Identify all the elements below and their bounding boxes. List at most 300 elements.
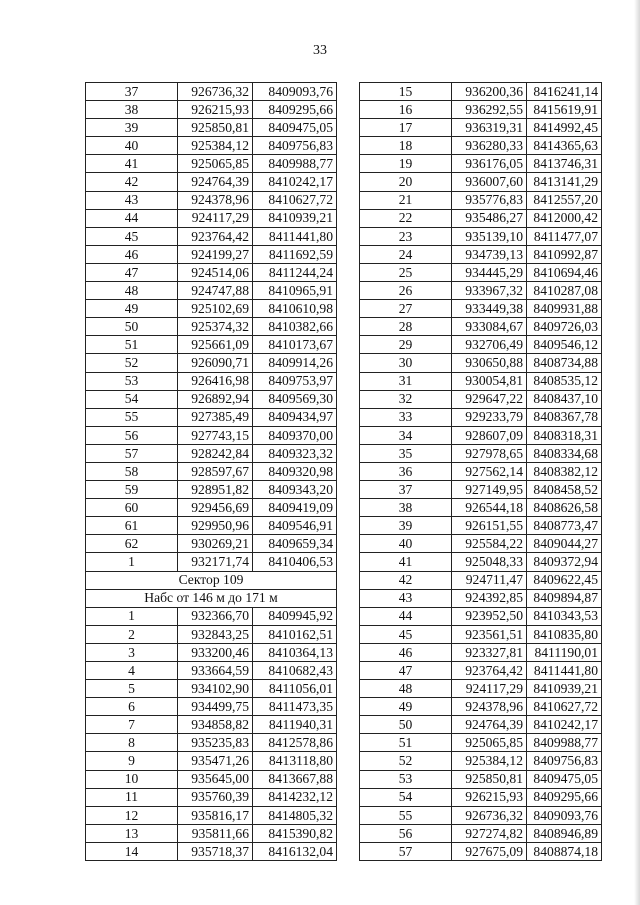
coordinate-x: 935235,83 (178, 734, 253, 752)
coordinate-y: 8410835,80 (527, 625, 602, 643)
point-number: 24 (360, 245, 452, 263)
point-number: 42 (360, 571, 452, 589)
point-number: 46 (360, 643, 452, 661)
coordinate-y: 8410364,13 (253, 643, 337, 661)
coordinate-x: 934445,29 (452, 263, 527, 281)
point-number: 52 (86, 354, 178, 372)
table-row (360, 662, 602, 680)
table-row (86, 462, 337, 480)
table-row (86, 481, 337, 499)
table-row (360, 263, 602, 281)
coordinate-y: 8409945,92 (253, 607, 337, 625)
coordinate-y: 8410287,08 (527, 282, 602, 300)
coordinate-x: 926215,93 (452, 788, 527, 806)
table-row (360, 209, 602, 227)
table-row (360, 444, 602, 462)
point-number: 1 (86, 553, 178, 571)
coordinate-y: 8409320,98 (253, 462, 337, 480)
table-row (360, 607, 602, 625)
coordinate-x: 926215,93 (178, 101, 253, 119)
table-row (360, 571, 602, 589)
coordinate-x: 933084,67 (452, 318, 527, 336)
point-number: 41 (360, 553, 452, 571)
coordinate-x: 934499,75 (178, 698, 253, 716)
coordinate-y: 8410382,66 (253, 318, 337, 336)
coordinate-x: 926736,32 (178, 83, 253, 101)
table-row (86, 734, 337, 752)
coordinate-x: 927978,65 (452, 444, 527, 462)
coordinate-y: 8408626,58 (527, 499, 602, 517)
coordinate-x: 923952,50 (452, 607, 527, 625)
table-row (360, 101, 602, 119)
coordinate-x: 936007,60 (452, 173, 527, 191)
point-number: 31 (360, 372, 452, 390)
coordinate-y: 8413746,31 (527, 155, 602, 173)
coordinate-x: 925584,22 (452, 535, 527, 553)
table-row (360, 752, 602, 770)
coordinates-table-right (359, 82, 602, 861)
point-number: 25 (360, 263, 452, 281)
point-number: 43 (360, 589, 452, 607)
point-number: 11 (86, 788, 178, 806)
coordinate-y: 8414992,45 (527, 119, 602, 137)
table-row (86, 842, 337, 860)
table-row (360, 408, 602, 426)
coordinate-y: 8408382,12 (527, 462, 602, 480)
coordinate-x: 935645,00 (178, 770, 253, 788)
coordinate-x: 933449,38 (452, 300, 527, 318)
coordinate-y: 8413667,88 (253, 770, 337, 788)
coordinate-x: 924199,27 (178, 245, 253, 263)
coordinate-y: 8409370,00 (253, 426, 337, 444)
coordinate-x: 934858,82 (178, 716, 253, 734)
coordinate-x: 930269,21 (178, 535, 253, 553)
point-number: 60 (86, 499, 178, 517)
coordinate-y: 8410173,67 (253, 336, 337, 354)
point-number: 53 (86, 372, 178, 390)
table-row (360, 481, 602, 499)
coordinate-x: 923764,42 (452, 662, 527, 680)
point-number: 58 (86, 462, 178, 480)
table-row (360, 300, 602, 318)
coordinate-x: 933967,32 (452, 282, 527, 300)
coordinate-y: 8411441,80 (253, 227, 337, 245)
coordinate-y: 8409419,09 (253, 499, 337, 517)
table-row (360, 191, 602, 209)
coordinate-y: 8410992,87 (527, 245, 602, 263)
coordinate-x: 925374,32 (178, 318, 253, 336)
point-number: 36 (360, 462, 452, 480)
point-number: 52 (360, 752, 452, 770)
table-row (86, 517, 337, 535)
coordinate-y: 8408946,89 (527, 824, 602, 842)
coordinate-y: 8408874,18 (527, 842, 602, 860)
point-number: 61 (86, 517, 178, 535)
point-number: 3 (86, 643, 178, 661)
coordinate-y: 8410343,53 (527, 607, 602, 625)
coordinate-x: 925065,85 (178, 155, 253, 173)
point-number: 53 (360, 770, 452, 788)
point-number: 35 (360, 444, 452, 462)
point-number: 56 (360, 824, 452, 842)
table-row (86, 300, 337, 318)
table-row (360, 734, 602, 752)
coordinate-x: 928242,84 (178, 444, 253, 462)
coordinate-x: 926736,32 (452, 806, 527, 824)
coordinate-y: 8409323,32 (253, 444, 337, 462)
coordinate-x: 924392,85 (452, 589, 527, 607)
coordinate-x: 935811,66 (178, 824, 253, 842)
point-number: 39 (86, 119, 178, 137)
table-row (86, 101, 337, 119)
coordinate-y: 8409622,45 (527, 571, 602, 589)
coordinate-x: 926090,71 (178, 354, 253, 372)
coordinate-y: 8409475,05 (527, 770, 602, 788)
point-number: 40 (86, 137, 178, 155)
section-header-row (86, 571, 337, 589)
coordinate-y: 8408367,78 (527, 408, 602, 426)
table-row (360, 372, 602, 390)
point-number: 38 (86, 101, 178, 119)
table-row (86, 318, 337, 336)
table-row (86, 372, 337, 390)
coordinate-y: 8409931,88 (527, 300, 602, 318)
coordinate-y: 8410939,21 (253, 209, 337, 227)
table-row (86, 806, 337, 824)
point-number: 59 (86, 481, 178, 499)
table-row (360, 137, 602, 155)
coordinate-x: 925048,33 (452, 553, 527, 571)
point-number: 50 (360, 716, 452, 734)
coordinate-y: 8412578,86 (253, 734, 337, 752)
table-row (86, 263, 337, 281)
point-number: 45 (360, 625, 452, 643)
coordinate-x: 925850,81 (452, 770, 527, 788)
point-number: 19 (360, 155, 452, 173)
point-number: 21 (360, 191, 452, 209)
coordinate-y: 8409914,26 (253, 354, 337, 372)
coordinate-x: 927385,49 (178, 408, 253, 426)
coordinate-y: 8408458,52 (527, 481, 602, 499)
coordinates-table-left (85, 82, 337, 861)
coordinate-x: 924117,29 (178, 209, 253, 227)
point-number: 23 (360, 227, 452, 245)
coordinate-x: 935471,26 (178, 752, 253, 770)
table-row (86, 354, 337, 372)
table-row (86, 155, 337, 173)
point-number: 28 (360, 318, 452, 336)
coordinate-y: 8410242,17 (527, 716, 602, 734)
coordinate-y: 8408734,88 (527, 354, 602, 372)
coordinate-x: 929647,22 (452, 390, 527, 408)
coordinate-x: 930054,81 (452, 372, 527, 390)
table-row (86, 625, 337, 643)
point-number: 40 (360, 535, 452, 553)
point-number: 37 (360, 481, 452, 499)
coordinate-y: 8411190,01 (527, 643, 602, 661)
point-number: 37 (86, 83, 178, 101)
table-row (360, 336, 602, 354)
table-row (86, 209, 337, 227)
coordinate-y: 8414232,12 (253, 788, 337, 806)
coordinate-x: 930650,88 (452, 354, 527, 372)
table-row (360, 390, 602, 408)
point-number: 44 (86, 209, 178, 227)
table-row (360, 589, 602, 607)
point-number: 22 (360, 209, 452, 227)
table-row (86, 137, 337, 155)
coordinate-y: 8409988,77 (527, 734, 602, 752)
coordinate-y: 8411477,07 (527, 227, 602, 245)
coordinate-y: 8411056,01 (253, 680, 337, 698)
coordinate-x: 924747,88 (178, 282, 253, 300)
point-number: 33 (360, 408, 452, 426)
coordinate-y: 8414805,32 (253, 806, 337, 824)
coordinate-y: 8415390,82 (253, 824, 337, 842)
point-number: 7 (86, 716, 178, 734)
coordinate-y: 8416132,04 (253, 842, 337, 860)
coordinate-x: 924117,29 (452, 680, 527, 698)
coordinate-y: 8409726,03 (527, 318, 602, 336)
coordinate-y: 8409434,97 (253, 408, 337, 426)
point-number: 12 (86, 806, 178, 824)
table-row (86, 119, 337, 137)
coordinate-y: 8413118,80 (253, 752, 337, 770)
point-number: 16 (360, 101, 452, 119)
point-number: 27 (360, 300, 452, 318)
coordinate-x: 935486,27 (452, 209, 527, 227)
table-row (86, 191, 337, 209)
coordinate-y: 8410682,43 (253, 662, 337, 680)
table-row (86, 535, 337, 553)
coordinate-x: 926151,55 (452, 517, 527, 535)
coordinate-x: 923327,81 (452, 643, 527, 661)
point-number: 38 (360, 499, 452, 517)
coordinate-y: 8409756,83 (527, 752, 602, 770)
coordinate-y: 8410162,51 (253, 625, 337, 643)
coordinate-x: 927562,14 (452, 462, 527, 480)
point-number: 8 (86, 734, 178, 752)
coordinate-y: 8410610,98 (253, 300, 337, 318)
table-row (360, 770, 602, 788)
coordinate-x: 936200,36 (452, 83, 527, 101)
table-row (360, 824, 602, 842)
coordinate-x: 935776,83 (452, 191, 527, 209)
coordinate-y: 8409093,76 (253, 83, 337, 101)
table-row (360, 354, 602, 372)
coordinate-y: 8409093,76 (527, 806, 602, 824)
coordinate-y: 8411244,24 (253, 263, 337, 281)
table-row (86, 444, 337, 462)
section-header-row (86, 589, 337, 607)
point-number: 51 (86, 336, 178, 354)
table-row (86, 788, 337, 806)
coordinate-x: 926416,98 (178, 372, 253, 390)
section-header: Набс от 146 м до 171 м (86, 589, 337, 607)
table-row (86, 553, 337, 571)
table-row (360, 716, 602, 734)
table-row (360, 517, 602, 535)
table-row (360, 245, 602, 263)
table-row (360, 499, 602, 517)
table-row (360, 173, 602, 191)
point-number: 5 (86, 680, 178, 698)
coordinate-x: 932171,74 (178, 553, 253, 571)
coordinate-x: 924378,96 (178, 191, 253, 209)
coordinate-y: 8411473,35 (253, 698, 337, 716)
coordinate-y: 8410406,53 (253, 553, 337, 571)
coordinate-x: 925661,09 (178, 336, 253, 354)
point-number: 29 (360, 336, 452, 354)
point-number: 49 (360, 698, 452, 716)
table-row (86, 173, 337, 191)
point-number: 44 (360, 607, 452, 625)
coordinate-x: 928607,09 (452, 426, 527, 444)
point-number: 56 (86, 426, 178, 444)
table-row (360, 553, 602, 571)
coordinate-x: 927675,09 (452, 842, 527, 860)
point-number: 47 (360, 662, 452, 680)
point-number: 15 (360, 83, 452, 101)
point-number: 50 (86, 318, 178, 336)
point-number: 49 (86, 300, 178, 318)
coordinate-y: 8416241,14 (527, 83, 602, 101)
coordinate-x: 936280,33 (452, 137, 527, 155)
table-row (86, 716, 337, 734)
coordinate-y: 8410242,17 (253, 173, 337, 191)
coordinate-x: 935760,39 (178, 788, 253, 806)
point-number: 51 (360, 734, 452, 752)
coordinate-x: 924711,47 (452, 571, 527, 589)
point-number: 32 (360, 390, 452, 408)
table-row (360, 155, 602, 173)
point-number: 55 (360, 806, 452, 824)
table-row (86, 698, 337, 716)
coordinate-y: 8408535,12 (527, 372, 602, 390)
coordinate-y: 8409343,20 (253, 481, 337, 499)
coordinate-y: 8410627,72 (253, 191, 337, 209)
table-row (86, 662, 337, 680)
point-number: 55 (86, 408, 178, 426)
coordinate-y: 8408437,10 (527, 390, 602, 408)
point-number: 6 (86, 698, 178, 716)
coordinate-x: 927274,82 (452, 824, 527, 842)
coordinate-x: 927149,95 (452, 481, 527, 499)
coordinate-y: 8409044,27 (527, 535, 602, 553)
table-row (360, 119, 602, 137)
table-row (86, 227, 337, 245)
coordinate-y: 8409546,12 (527, 336, 602, 354)
point-number: 18 (360, 137, 452, 155)
table-row (360, 462, 602, 480)
coordinate-y: 8411940,31 (253, 716, 337, 734)
coordinate-y: 8409569,30 (253, 390, 337, 408)
coordinate-x: 927743,15 (178, 426, 253, 444)
table-row (86, 426, 337, 444)
coordinate-y: 8409659,34 (253, 535, 337, 553)
coordinate-y: 8409295,66 (527, 788, 602, 806)
point-number: 54 (360, 788, 452, 806)
coordinate-y: 8411441,80 (527, 662, 602, 680)
coordinate-y: 8410965,91 (253, 282, 337, 300)
table-row (86, 607, 337, 625)
coordinate-x: 933664,59 (178, 662, 253, 680)
coordinate-y: 8409546,91 (253, 517, 337, 535)
table-row (86, 680, 337, 698)
table-row (360, 535, 602, 553)
coordinate-x: 923561,51 (452, 625, 527, 643)
point-number: 57 (360, 842, 452, 860)
table-row (360, 788, 602, 806)
scan-edge-shadow (634, 0, 640, 905)
coordinate-x: 928597,67 (178, 462, 253, 480)
coordinate-x: 935139,10 (452, 227, 527, 245)
table-row (86, 824, 337, 842)
table-row (360, 842, 602, 860)
coordinate-y: 8410694,46 (527, 263, 602, 281)
point-number: 34 (360, 426, 452, 444)
coordinate-x: 936319,31 (452, 119, 527, 137)
coordinate-x: 934739,13 (452, 245, 527, 263)
table-row (86, 336, 337, 354)
coordinate-x: 928951,82 (178, 481, 253, 499)
point-number: 48 (86, 282, 178, 300)
point-number: 39 (360, 517, 452, 535)
point-number: 46 (86, 245, 178, 263)
coordinate-y: 8409894,87 (527, 589, 602, 607)
table-row (360, 83, 602, 101)
coordinate-y: 8409988,77 (253, 155, 337, 173)
table-row (360, 806, 602, 824)
table-row (86, 752, 337, 770)
table-row (360, 318, 602, 336)
coordinate-x: 925065,85 (452, 734, 527, 752)
coordinate-x: 924764,39 (452, 716, 527, 734)
table-row (360, 227, 602, 245)
coordinate-y: 8410939,21 (527, 680, 602, 698)
coordinate-x: 924378,96 (452, 698, 527, 716)
coordinate-x: 932843,25 (178, 625, 253, 643)
point-number: 43 (86, 191, 178, 209)
point-number: 30 (360, 354, 452, 372)
table-row (360, 426, 602, 444)
point-number: 14 (86, 842, 178, 860)
coordinate-x: 929456,69 (178, 499, 253, 517)
coordinate-y: 8409475,05 (253, 119, 337, 137)
point-number: 9 (86, 752, 178, 770)
coordinate-x: 924514,06 (178, 263, 253, 281)
coordinate-x: 925384,12 (452, 752, 527, 770)
coordinate-y: 8409295,66 (253, 101, 337, 119)
point-number: 57 (86, 444, 178, 462)
table-row (360, 282, 602, 300)
coordinate-x: 935718,37 (178, 842, 253, 860)
coordinate-y: 8412000,42 (527, 209, 602, 227)
coordinate-x: 933200,46 (178, 643, 253, 661)
point-number: 13 (86, 824, 178, 842)
point-number: 48 (360, 680, 452, 698)
point-number: 54 (86, 390, 178, 408)
coordinate-x: 935816,17 (178, 806, 253, 824)
table-row (86, 770, 337, 788)
coordinate-y: 8412557,20 (527, 191, 602, 209)
point-number: 4 (86, 662, 178, 680)
section-header: Сектор 109 (86, 571, 337, 589)
coordinate-y: 8410627,72 (527, 698, 602, 716)
coordinate-x: 929950,96 (178, 517, 253, 535)
table-row (360, 625, 602, 643)
point-number: 47 (86, 263, 178, 281)
